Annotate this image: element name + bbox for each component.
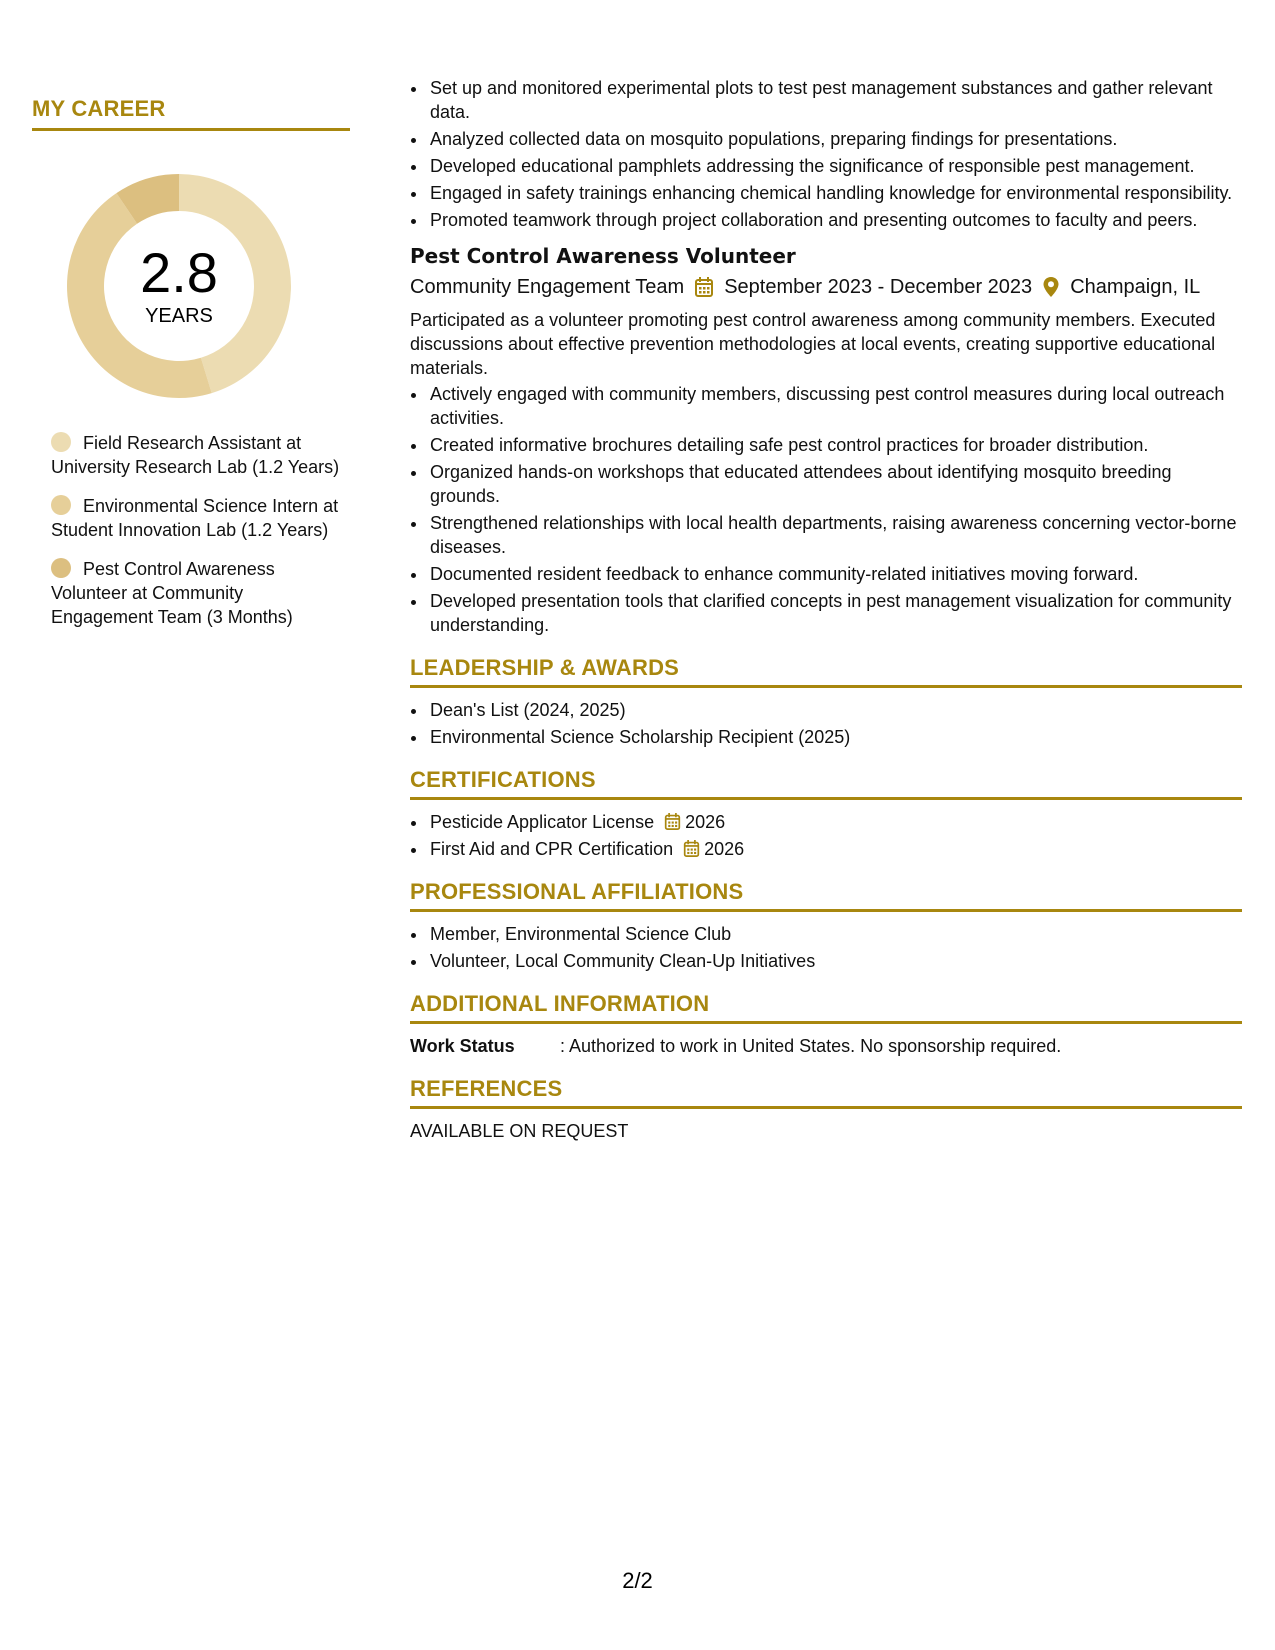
work-status-row — [410, 1034, 1242, 1058]
list-item: • Volunteer, Local Community Clean-Up Initiatives — [428, 949, 1242, 973]
certifications-section — [410, 767, 1242, 861]
cert-year: 2026 — [685, 812, 726, 832]
list-item: • Environmental Science Scholarship Recipient (2025) — [428, 725, 1242, 749]
legend-dot — [51, 432, 71, 452]
job-description: Participated as a volunteer promoting pest control awareness among community members. Executed discussions about effective prevention methodologies at local events, creating supportive educational materials. — [410, 310, 1216, 378]
list-item — [428, 810, 1242, 834]
legend-dot — [51, 558, 71, 578]
section-heading: LEADERSHIP & AWARDS — [410, 655, 1242, 688]
list-item: • Developed presentation tools that clarified concepts in pest management visualization for community understanding. — [428, 589, 1242, 637]
legend-item — [51, 431, 350, 479]
job-title: Pest Control Awareness Volunteer — [410, 244, 796, 268]
list-item: • Analyzed collected data on mosquito populations, preparing findings for presentations. — [428, 127, 1242, 151]
work-status-label: Work Status — [410, 1036, 515, 1056]
main-column — [410, 76, 1242, 1143]
job-org: Community Engagement Team — [410, 276, 685, 298]
certifications-list — [410, 810, 1242, 861]
cert-name: Pesticide Applicator License — [430, 812, 655, 832]
list-item: • Promoted teamwork through project collaboration and presenting outcomes to faculty and peers. — [428, 208, 1242, 232]
previous-job-bullets — [410, 76, 1242, 232]
section-heading: REFERENCES — [410, 1076, 1242, 1109]
references-text: AVAILABLE ON REQUEST — [410, 1121, 629, 1141]
additional-section — [410, 991, 1242, 1058]
career-legend — [32, 431, 350, 629]
references-section — [410, 1076, 1242, 1143]
career-total: 2.8 — [140, 240, 218, 304]
work-status-value: : Authorized to work in United States. No sponsorship required. — [560, 1036, 1062, 1056]
job-bullets — [410, 382, 1242, 637]
list-item: • Actively engaged with community members, discussing pest control measures during local outreach activities. — [428, 382, 1242, 430]
career-heading: MY CAREER — [32, 96, 350, 131]
leadership-section — [410, 655, 1242, 749]
donut-center — [64, 171, 294, 401]
job-meta — [410, 272, 1242, 302]
cert-name: First Aid and CPR Certification — [430, 839, 674, 859]
cert-year: 2026 — [704, 839, 745, 859]
calendar-icon — [694, 276, 714, 298]
legend-item — [51, 494, 350, 542]
leadership-list — [410, 698, 1242, 749]
career-unit: YEARS — [145, 304, 213, 327]
job-dates: September 2023 - December 2023 — [724, 276, 1033, 298]
list-item: • Created informative brochures detailing safe pest control practices for broader distribution. — [428, 433, 1242, 457]
legend-label: Pest Control Awareness Volunteer at Community Engagement Team (3 Months) — [51, 559, 293, 627]
legend-label: Field Research Assistant at University Research Lab (1.2 Years) — [51, 433, 340, 477]
section-heading: PROFESSIONAL AFFILIATIONS — [410, 879, 1242, 912]
career-donut-chart — [64, 171, 294, 401]
list-item: • Organized hands-on workshops that educated attendees about identifying mosquito breeding grounds. — [428, 460, 1242, 508]
legend-dot — [51, 495, 71, 515]
list-item: • Set up and monitored experimental plots to test pest management substances and gather relevant data. — [428, 76, 1242, 124]
career-column — [32, 96, 350, 644]
section-heading: ADDITIONAL INFORMATION — [410, 991, 1242, 1024]
list-item: • Strengthened relationships with local health departments, raising awareness concerning vector-borne diseases. — [428, 511, 1242, 559]
affiliations-section — [410, 879, 1242, 973]
page-number: 2/2 — [622, 1568, 653, 1593]
legend-item — [51, 557, 350, 629]
list-item: • Developed educational pamphlets addressing the significance of responsible pest management. — [428, 154, 1242, 178]
list-item: • Member, Environmental Science Club — [428, 922, 1242, 946]
legend-label: Environmental Science Intern at Student Innovation Lab (1.2 Years) — [51, 496, 339, 540]
location-pin-icon — [1042, 276, 1060, 298]
list-item: • Documented resident feedback to enhance community-related initiatives moving forward. — [428, 562, 1242, 586]
calendar-icon — [683, 839, 700, 858]
list-item — [428, 837, 1242, 861]
list-item: • Engaged in safety trainings enhancing chemical handling knowledge for environmental responsibility. — [428, 181, 1242, 205]
job-location: Champaign, IL — [1070, 276, 1201, 298]
list-item: • Dean's List (2024, 2025) — [428, 698, 1242, 722]
section-heading: CERTIFICATIONS — [410, 767, 1242, 800]
affiliations-list — [410, 922, 1242, 973]
calendar-icon — [664, 812, 681, 831]
